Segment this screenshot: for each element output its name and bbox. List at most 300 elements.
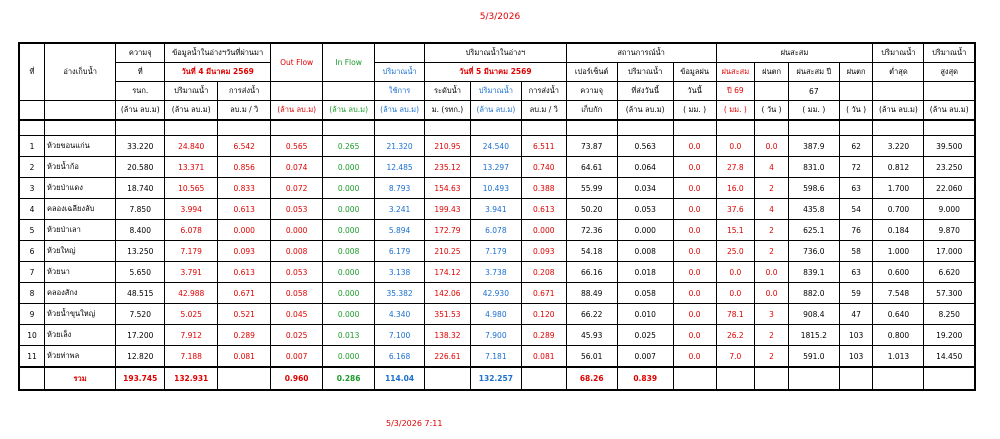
header-sent-1: ปริมาณน้ำ	[617, 63, 673, 82]
cell-lvl: 235.12	[425, 157, 471, 178]
cell-use: 12.485	[375, 157, 425, 178]
header-max-3	[924, 82, 975, 101]
cell-inf: 0.000	[323, 157, 375, 178]
cell-rain: 0.0	[673, 157, 716, 178]
cell-name: คลองสักง	[44, 283, 115, 304]
cell-cap: 5.650	[116, 262, 165, 283]
cell-min: 1.013	[873, 346, 924, 368]
header-usable-title: ปริมาณน้ำ	[375, 63, 425, 82]
cell-r67: 598.6	[788, 178, 839, 199]
cell-pr: 0.093	[218, 241, 271, 262]
cell-d69: 2	[755, 325, 789, 346]
table-row	[19, 346, 975, 368]
cell-sent: 0.025	[617, 325, 673, 346]
cell-no: 11	[19, 346, 44, 368]
cell-max: 8.250	[924, 304, 975, 325]
cell-cap: 7.850	[116, 199, 165, 220]
cell-name: ห้วยป่าแดง	[44, 178, 115, 199]
cell-inf: 0.000	[323, 178, 375, 199]
total-no	[19, 367, 44, 390]
header-cur-vol-unit: (ล้าน ลบ.ม)	[470, 101, 521, 121]
total-cap: 193.745	[116, 367, 165, 390]
total-row	[19, 367, 975, 390]
cell-d67: 62	[839, 136, 873, 157]
cell-d67: 63	[839, 178, 873, 199]
cell-max: 6.620	[924, 262, 975, 283]
cell-rain: 0.0	[673, 283, 716, 304]
cell-d69: 2	[755, 220, 789, 241]
total-inflow: 0.286	[323, 367, 375, 390]
cell-name: ห้วยขอนแก่น	[44, 136, 115, 157]
cell-cv: 13.297	[470, 157, 521, 178]
header-inflow-unit	[323, 82, 375, 101]
header-prev-release: การส่งน้ำ	[218, 82, 271, 101]
cell-use: 21.320	[375, 136, 425, 157]
total-raindays67	[839, 367, 873, 390]
cell-r69: 0.0	[716, 283, 755, 304]
total-usable: 114.04	[375, 367, 425, 390]
cell-cv: 24.540	[470, 136, 521, 157]
cell-out: 0.053	[271, 262, 323, 283]
cell-d69: 4	[755, 199, 789, 220]
cell-cv: 6.078	[470, 220, 521, 241]
cell-inf: 0.000	[323, 283, 375, 304]
total-raindays69	[755, 367, 789, 390]
header-rain-today-1: ข้อมูลฝน	[673, 63, 716, 82]
total-rain67	[788, 367, 839, 390]
cell-rain: 0.0	[673, 220, 716, 241]
cell-inf: 0.000	[323, 304, 375, 325]
cell-cv: 7.900	[470, 325, 521, 346]
cell-r67: 435.8	[788, 199, 839, 220]
cell-out: 0.058	[271, 283, 323, 304]
cell-inf: 0.013	[323, 325, 375, 346]
cell-pv: 6.078	[165, 220, 218, 241]
cell-use: 7.100	[375, 325, 425, 346]
cell-pr: 0.613	[218, 262, 271, 283]
header-percent-1: เปอร์เซ็นต์	[566, 63, 617, 82]
header-rain-today-2: วันนี้	[673, 82, 716, 101]
cell-r67: 839.1	[788, 262, 839, 283]
header-rain69-1: ฝนสะสม	[716, 63, 755, 82]
cell-pv: 3.994	[165, 199, 218, 220]
cell-cr: 0.120	[521, 304, 566, 325]
cell-inf: 0.008	[323, 241, 375, 262]
cell-d69: 4	[755, 157, 789, 178]
cell-cv: 42.930	[470, 283, 521, 304]
table-row	[19, 220, 975, 241]
cell-r67: 625.1	[788, 220, 839, 241]
cell-pr: 0.613	[218, 199, 271, 220]
cell-sent: 0.018	[617, 262, 673, 283]
cell-d67: 103	[839, 346, 873, 368]
cell-pv: 10.565	[165, 178, 218, 199]
header-rain-group: ฝนสะสม	[716, 43, 873, 63]
cell-r67: 882.0	[788, 283, 839, 304]
table-row	[19, 283, 975, 304]
cell-d69: 0.0	[755, 262, 789, 283]
header-name-blank	[44, 101, 115, 121]
header-prev-vol: ปริมาณน้ำ	[165, 82, 218, 101]
total-level	[425, 367, 471, 390]
cell-sent: 0.008	[617, 241, 673, 262]
cell-max: 14.450	[924, 346, 975, 368]
cell-r69: 16.0	[716, 178, 755, 199]
cell-cr: 6.511	[521, 136, 566, 157]
cell-pv: 7.179	[165, 241, 218, 262]
header-cap-1: ความจุ	[116, 43, 165, 63]
cell-pv: 5.025	[165, 304, 218, 325]
header-raindays67-3: ( วัน )	[839, 101, 873, 121]
total-percent: 68.26	[566, 367, 617, 390]
cell-min: 0.184	[873, 220, 924, 241]
cell-cap: 12.820	[116, 346, 165, 368]
cell-max: 9.870	[924, 220, 975, 241]
cell-rain: 0.0	[673, 262, 716, 283]
table-row	[19, 262, 975, 283]
header-percent-2: ความจุ	[566, 82, 617, 101]
cell-pr: 6.542	[218, 136, 271, 157]
cell-cr: 0.000	[521, 220, 566, 241]
cell-name: ห้วยเล็ง	[44, 325, 115, 346]
cell-min: 1.700	[873, 178, 924, 199]
cell-cv: 7.181	[470, 346, 521, 368]
cell-cr: 0.081	[521, 346, 566, 368]
table-row	[19, 199, 975, 220]
header-percent-3: เก็บกัก	[566, 101, 617, 121]
header-usable-1	[375, 43, 425, 63]
cell-cap: 17.200	[116, 325, 165, 346]
cell-pct: 56.01	[566, 346, 617, 368]
cell-sent: 0.053	[617, 199, 673, 220]
cell-rain: 0.0	[673, 241, 716, 262]
header-raindays69-1: ฝนตก	[755, 63, 789, 82]
total-min	[873, 367, 924, 390]
cell-pv: 24.840	[165, 136, 218, 157]
cell-rain: 0.0	[673, 199, 716, 220]
table-row	[19, 136, 975, 157]
header-no-blank	[19, 101, 44, 121]
cell-d69: 0.0	[755, 283, 789, 304]
cell-name: ห้วยน้ำขุนใหญ่	[44, 304, 115, 325]
cell-d67: 59	[839, 283, 873, 304]
table-body	[19, 120, 975, 367]
total-label: รวม	[44, 367, 115, 390]
cell-sent: 0.007	[617, 346, 673, 368]
cell-name: ห้วยนา	[44, 262, 115, 283]
cell-d67: 47	[839, 304, 873, 325]
cell-no: 6	[19, 241, 44, 262]
cell-cr: 0.388	[521, 178, 566, 199]
total-max	[924, 367, 975, 390]
reservoir-table	[18, 42, 976, 391]
cell-d67: 54	[839, 199, 873, 220]
header-cap-3: รนก.	[116, 82, 165, 101]
cell-lvl: 142.06	[425, 283, 471, 304]
header-cur-release: การส่งน้ำ	[521, 82, 566, 101]
header-outflow: Out Flow	[271, 43, 323, 82]
cell-pv: 7.188	[165, 346, 218, 368]
cell-pct: 64.61	[566, 157, 617, 178]
header-level: ระดับน้ำ	[425, 82, 471, 101]
total-rain69	[716, 367, 755, 390]
cell-no: 1	[19, 136, 44, 157]
cell-d67: 76	[839, 220, 873, 241]
cell-use: 35.382	[375, 283, 425, 304]
cell-cr: 0.093	[521, 241, 566, 262]
header-prev-vol-unit: (ล้าน ลบ.ม)	[165, 101, 218, 121]
cell-cr: 0.289	[521, 325, 566, 346]
total-outflow: 0.960	[271, 367, 323, 390]
header-rain67-1: ฝนสะสม ปี	[788, 63, 839, 82]
header-prev-group: ข้อมูลน้ำในอ่างฯวันที่ผ่านมา	[165, 43, 271, 63]
header-rain-today-3: ( มม. )	[673, 101, 716, 121]
cell-min: 0.700	[873, 199, 924, 220]
report-timestamp-bottom: 5/3/2026 7:11	[386, 419, 443, 428]
cell-pct: 50.20	[566, 199, 617, 220]
cell-rain: 0.0	[673, 346, 716, 368]
cell-no: 5	[19, 220, 44, 241]
header-cur-release-unit: ลบ.ม / วิ	[521, 101, 566, 121]
header-rain67-2: 67	[788, 82, 839, 101]
header-no: ที่	[19, 43, 44, 101]
total-prev-release	[218, 367, 271, 390]
cell-pct: 45.93	[566, 325, 617, 346]
header-status-group: สถานการณ์น้ำ	[566, 43, 716, 63]
header-prev-date: วันที่ 4 มีนาคม 2569	[165, 63, 271, 82]
cell-max: 9.000	[924, 199, 975, 220]
cell-pr: 0.833	[218, 178, 271, 199]
cell-out: 0.565	[271, 136, 323, 157]
header-rain69-2: ปี 69	[716, 82, 755, 101]
cell-r67: 591.0	[788, 346, 839, 368]
cell-r69: 0.0	[716, 136, 755, 157]
cell-d67: 72	[839, 157, 873, 178]
cell-pv: 7.912	[165, 325, 218, 346]
total-cur-release	[521, 367, 566, 390]
header-inflow: In Flow	[323, 43, 375, 82]
cell-name: ห้วยป่าเลา	[44, 220, 115, 241]
cell-r69: 27.8	[716, 157, 755, 178]
cell-lvl: 172.79	[425, 220, 471, 241]
header-cap-2: ที่	[116, 63, 165, 82]
table-row	[19, 157, 975, 178]
header-max-4: (ล้าน ลบ.ม)	[924, 101, 975, 121]
cell-lvl: 210.25	[425, 241, 471, 262]
cell-cv: 4.980	[470, 304, 521, 325]
cell-rain: 0.0	[673, 136, 716, 157]
cell-r67: 387.9	[788, 136, 839, 157]
cell-sent: 0.010	[617, 304, 673, 325]
cell-out: 0.074	[271, 157, 323, 178]
cell-pr: 0.081	[218, 346, 271, 368]
cell-pv: 3.791	[165, 262, 218, 283]
header-raindays69-2	[755, 82, 789, 101]
cell-inf: 0.000	[323, 220, 375, 241]
header-cur-group: ปริมาณน้ำในอ่างฯ	[425, 43, 567, 63]
cell-sent: 0.000	[617, 220, 673, 241]
cell-pct: 72.36	[566, 220, 617, 241]
table-row	[19, 241, 975, 262]
header-outflow-unit-2: (ล้าน ลบ.ม)	[271, 101, 323, 121]
header-level-unit: ม. (รทก.)	[425, 101, 471, 121]
cell-d67: 63	[839, 262, 873, 283]
cell-min: 0.600	[873, 262, 924, 283]
header-min-4: (ล้าน ลบ.ม)	[873, 101, 924, 121]
header-sent-3: (ล้าน ลบ.ม)	[617, 101, 673, 121]
cell-lvl: 199.43	[425, 199, 471, 220]
cell-r69: 15.1	[716, 220, 755, 241]
cell-r67: 1815.2	[788, 325, 839, 346]
cell-sent: 0.064	[617, 157, 673, 178]
cell-d67: 103	[839, 325, 873, 346]
cell-name: ห้วยใหญ่	[44, 241, 115, 262]
cell-use: 3.241	[375, 199, 425, 220]
cell-rain: 0.0	[673, 178, 716, 199]
total-sent: 0.839	[617, 367, 673, 390]
cell-rain: 0.0	[673, 325, 716, 346]
table-row	[19, 304, 975, 325]
cell-r67: 736.0	[788, 241, 839, 262]
cell-out: 0.053	[271, 199, 323, 220]
header-prev-release-unit: ลบ.ม / วิ	[218, 101, 271, 121]
cell-max: 17.000	[924, 241, 975, 262]
cell-r67: 831.0	[788, 157, 839, 178]
cell-r69: 37.6	[716, 199, 755, 220]
cell-no: 8	[19, 283, 44, 304]
header-min-1: ปริมาณน้ำ	[873, 43, 924, 63]
cell-pct: 66.22	[566, 304, 617, 325]
cell-inf: 0.000	[323, 262, 375, 283]
cell-use: 6.179	[375, 241, 425, 262]
header-max-1: ปริมาณน้ำ	[924, 43, 975, 63]
cell-d69: 2	[755, 178, 789, 199]
cell-d69: 3	[755, 304, 789, 325]
header-usable-2: ใช้การ	[375, 82, 425, 101]
cell-name: คลองเฉลียงลับ	[44, 199, 115, 220]
cell-no: 2	[19, 157, 44, 178]
cell-rain: 0.0	[673, 304, 716, 325]
cell-lvl: 154.63	[425, 178, 471, 199]
cell-out: 0.000	[271, 220, 323, 241]
header-raindays67-1: ฝนตก	[839, 63, 873, 82]
cell-out: 0.008	[271, 241, 323, 262]
header-rain67-3: ( มม. )	[788, 101, 839, 121]
header-usable-3: (ล้าน ลบ.ม)	[375, 101, 425, 121]
cell-pr: 0.521	[218, 304, 271, 325]
cell-max: 19.200	[924, 325, 975, 346]
cell-inf: 0.265	[323, 136, 375, 157]
cell-no: 10	[19, 325, 44, 346]
cell-pr: 0.000	[218, 220, 271, 241]
cell-sent: 0.058	[617, 283, 673, 304]
cell-d69: 0.0	[755, 136, 789, 157]
total-rain	[673, 367, 716, 390]
cell-cv: 7.179	[470, 241, 521, 262]
cell-cv: 3.941	[470, 199, 521, 220]
cell-max: 57.300	[924, 283, 975, 304]
cell-max: 22.060	[924, 178, 975, 199]
report-date-top: 5/3/2026	[479, 12, 521, 22]
cell-pr: 0.671	[218, 283, 271, 304]
cell-pct: 73.87	[566, 136, 617, 157]
cell-pr: 0.856	[218, 157, 271, 178]
cell-cap: 13.250	[116, 241, 165, 262]
cell-lvl: 174.12	[425, 262, 471, 283]
cell-use: 8.793	[375, 178, 425, 199]
cell-use: 6.168	[375, 346, 425, 368]
cell-pv: 13.371	[165, 157, 218, 178]
cell-sent: 0.034	[617, 178, 673, 199]
header-raindays67-2	[839, 82, 873, 101]
cell-min: 3.220	[873, 136, 924, 157]
header-cur-date: วันที่ 5 มีนาคม 2569	[425, 63, 567, 82]
cell-lvl: 226.61	[425, 346, 471, 368]
cell-min: 0.800	[873, 325, 924, 346]
cell-cap: 18.740	[116, 178, 165, 199]
header-cap-4: (ล้าน ลบ.ม)	[116, 101, 165, 121]
cell-cv: 3.738	[470, 262, 521, 283]
cell-d67: 58	[839, 241, 873, 262]
cell-cap: 8.400	[116, 220, 165, 241]
cell-r69: 25.0	[716, 241, 755, 262]
cell-use: 5.894	[375, 220, 425, 241]
cell-out: 0.025	[271, 325, 323, 346]
header-max-2: สูงสุด	[924, 63, 975, 82]
cell-pr: 0.289	[218, 325, 271, 346]
cell-name: ห้วยน้ำก้อ	[44, 157, 115, 178]
total-cur-vol: 132.257	[470, 367, 521, 390]
cell-pct: 66.16	[566, 262, 617, 283]
cell-cr: 0.613	[521, 199, 566, 220]
cell-min: 7.548	[873, 283, 924, 304]
spacer-row	[19, 120, 975, 136]
table-row	[19, 178, 975, 199]
header-raindays69-3: ( วัน )	[755, 101, 789, 121]
cell-r69: 0.0	[716, 262, 755, 283]
cell-pct: 55.99	[566, 178, 617, 199]
cell-out: 0.007	[271, 346, 323, 368]
table-row	[19, 325, 975, 346]
cell-pct: 54.18	[566, 241, 617, 262]
cell-use: 4.340	[375, 304, 425, 325]
cell-max: 39.500	[924, 136, 975, 157]
cell-min: 0.812	[873, 157, 924, 178]
cell-cap: 33.220	[116, 136, 165, 157]
header-rain69-3: ( มม. )	[716, 101, 755, 121]
cell-inf: 0.000	[323, 199, 375, 220]
header-min-2: ต่ำสุด	[873, 63, 924, 82]
cell-pv: 42.988	[165, 283, 218, 304]
cell-cr: 0.671	[521, 283, 566, 304]
cell-r69: 7.0	[716, 346, 755, 368]
header-min-3	[873, 82, 924, 101]
cell-no: 9	[19, 304, 44, 325]
cell-name: ห้วยท่าพล	[44, 346, 115, 368]
cell-out: 0.045	[271, 304, 323, 325]
cell-lvl: 351.53	[425, 304, 471, 325]
cell-inf: 0.000	[323, 346, 375, 368]
header-outflow-unit	[271, 82, 323, 101]
cell-lvl: 210.95	[425, 136, 471, 157]
cell-d69: 2	[755, 346, 789, 368]
cell-sent: 0.563	[617, 136, 673, 157]
header-sent-2: ที่ส่งวันนี้	[617, 82, 673, 101]
cell-r69: 26.2	[716, 325, 755, 346]
table-header	[19, 43, 975, 120]
cell-max: 23.250	[924, 157, 975, 178]
cell-no: 7	[19, 262, 44, 283]
